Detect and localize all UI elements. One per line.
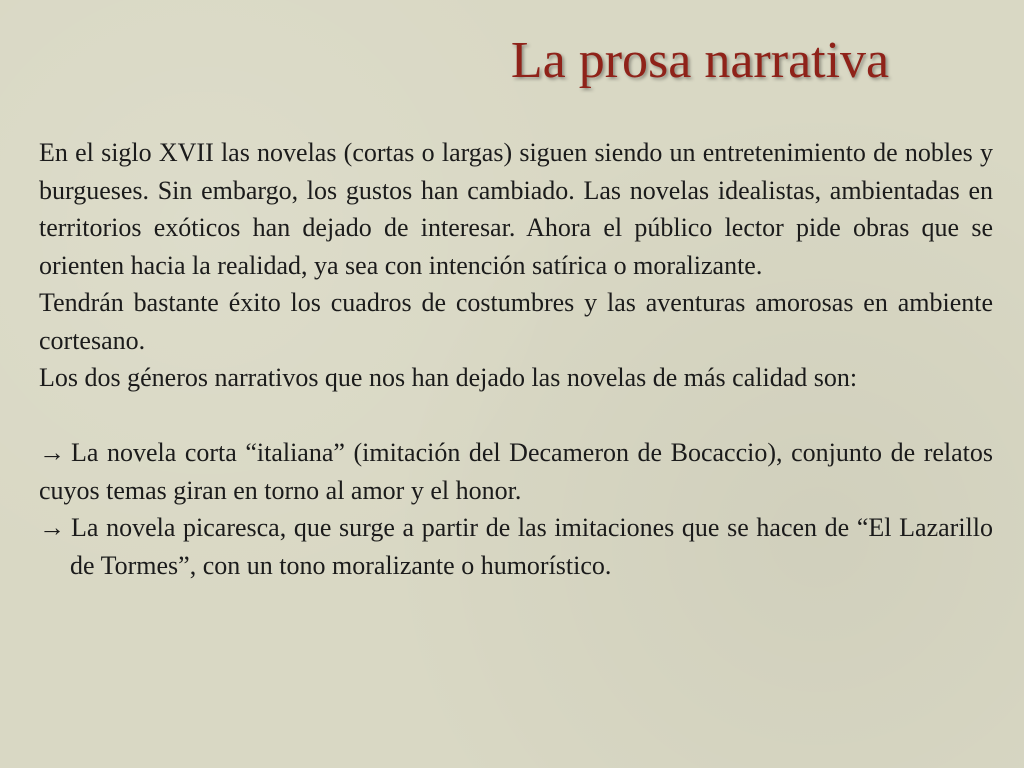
bullet-text: La novela corta “italiana” (imitación del Decameron de Bocaccio), conjunto de relatos cuyos temas giran en torno al amor y el honor. [39, 438, 993, 505]
paragraph-generos: Los dos géneros narrativos que nos han dejado las novelas de más calidad son: [39, 363, 858, 392]
bullet-text: La novela picaresca, que surge a partir de las imitaciones que se hacen de “El Lazarillo de Tormes”, con un tono moralizante o humorístico. [70, 513, 993, 580]
bullet-item-picaresca [39, 509, 993, 584]
arrow-right-icon: → [39, 438, 65, 467]
spacer [39, 397, 993, 435]
paragraph-costumbres: Tendrán bastante éxito los cuadros de costumbres y las aventuras amorosas en ambiente cortesano. [39, 288, 993, 355]
slide-body [39, 134, 993, 584]
arrow-right-icon: → [39, 513, 65, 542]
slide-title: La prosa narrativa [510, 32, 890, 89]
paragraph-intro: En el siglo XVII las novelas (cortas o largas) siguen siendo un entretenimiento de nobles y burgueses. Sin embargo, los gustos han cambiado. Las novelas idealistas, ambientadas en territorios exóticos han dejado de interesar. Ahora el público lector pide obras que se orienten hacia la realidad, ya sea con intención satírica o moralizante. [39, 138, 993, 280]
bullet-item-novela-corta [39, 434, 993, 509]
